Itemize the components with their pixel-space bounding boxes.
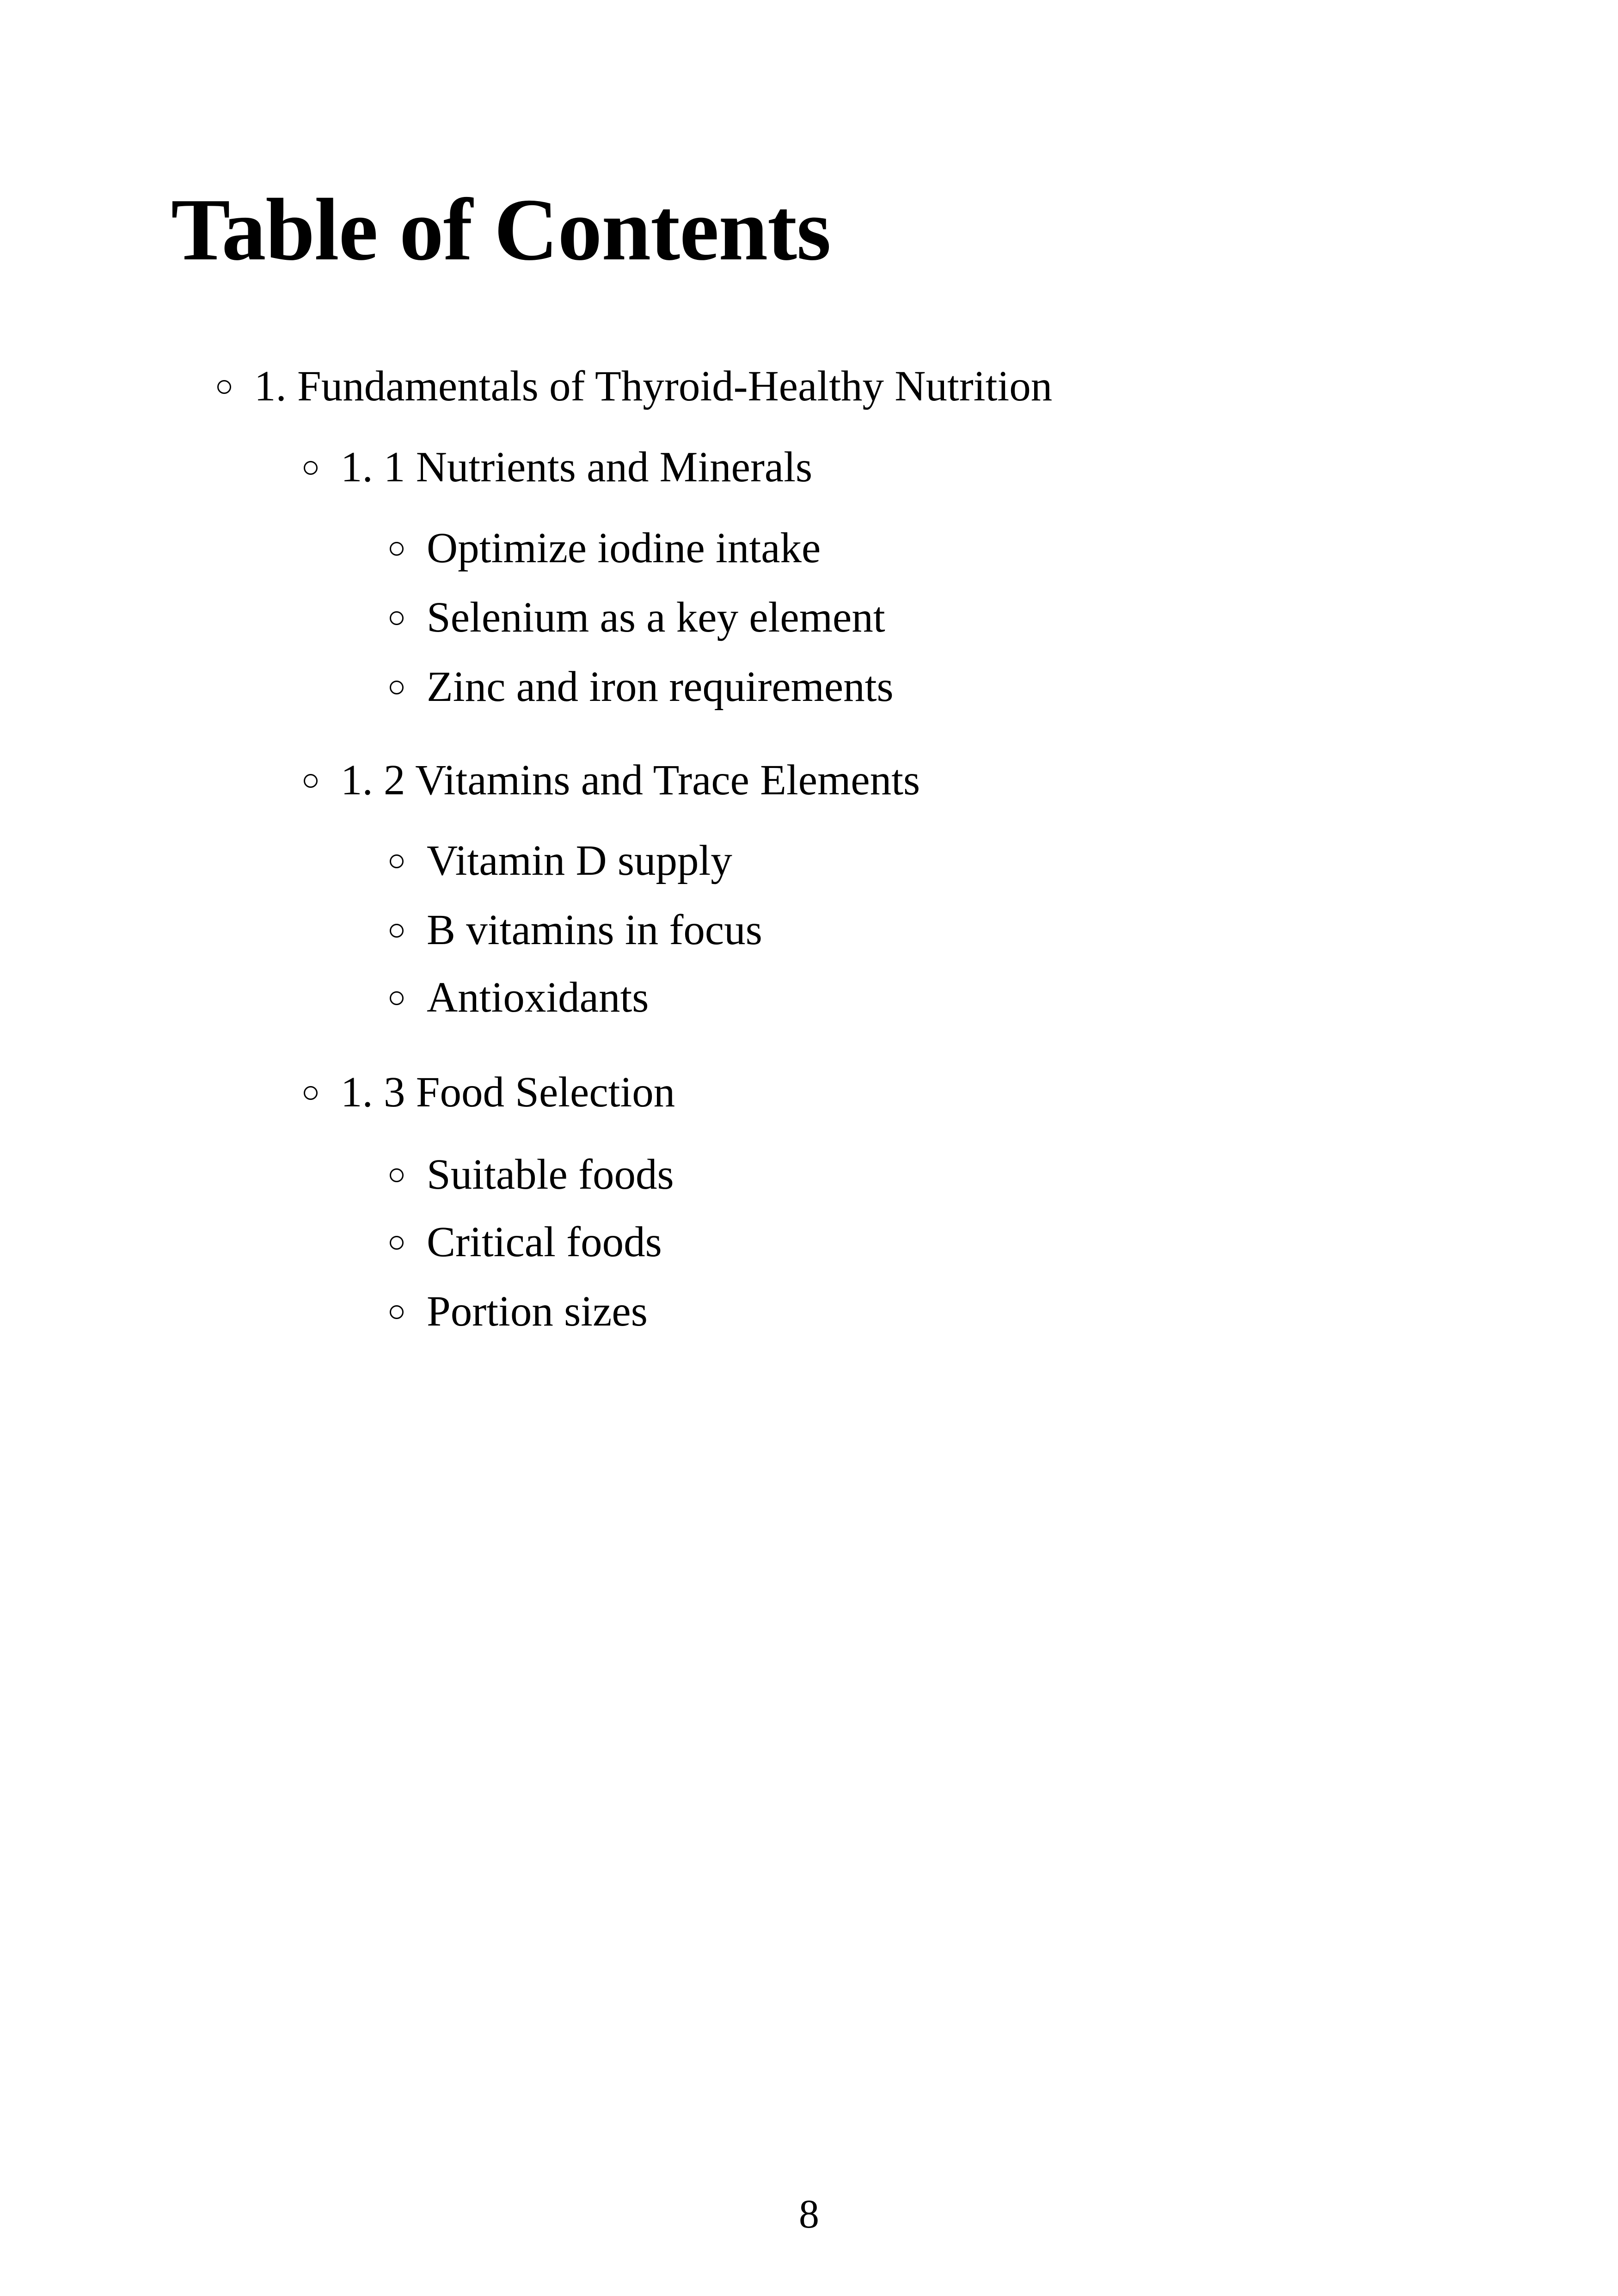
hollow-circle-icon bbox=[217, 380, 231, 394]
toc-item[interactable] bbox=[390, 1216, 662, 1268]
toc-item-label: Suitable foods bbox=[427, 1151, 674, 1198]
hollow-circle-icon bbox=[304, 1086, 318, 1100]
toc-section-1-1[interactable] bbox=[304, 442, 812, 493]
hollow-circle-icon bbox=[304, 461, 318, 475]
hollow-circle-icon bbox=[390, 991, 404, 1005]
hollow-circle-icon bbox=[390, 924, 404, 938]
page-title: Table of Contents bbox=[171, 180, 831, 279]
hollow-circle-icon bbox=[390, 681, 404, 694]
toc-item-label: Antioxidants bbox=[427, 974, 649, 1021]
toc-item-label: Selenium as a key element bbox=[427, 594, 885, 641]
toc-item-label: Optimize iodine intake bbox=[427, 524, 821, 572]
toc-item[interactable] bbox=[390, 904, 762, 956]
hollow-circle-icon bbox=[390, 611, 404, 625]
hollow-circle-icon bbox=[390, 542, 404, 556]
toc-item[interactable] bbox=[390, 972, 649, 1024]
toc-section-label: 1. 1 Nutrients and Minerals bbox=[341, 443, 813, 491]
hollow-circle-icon bbox=[390, 1305, 404, 1319]
toc-item-label: Portion sizes bbox=[427, 1288, 648, 1335]
toc-section-1-2[interactable] bbox=[304, 755, 920, 806]
toc-item[interactable] bbox=[390, 1286, 648, 1338]
toc-item[interactable] bbox=[390, 1149, 674, 1201]
toc-item-label: Critical foods bbox=[427, 1218, 662, 1266]
page-number: 8 bbox=[799, 2192, 819, 2237]
toc-chapter-1[interactable] bbox=[217, 361, 1052, 412]
hollow-circle-icon bbox=[304, 774, 318, 788]
toc-section-label: 1. 2 Vitamins and Trace Elements bbox=[341, 756, 920, 804]
toc-item[interactable] bbox=[390, 592, 885, 644]
toc-section-label: 1. 3 Food Selection bbox=[341, 1068, 675, 1116]
toc-item[interactable] bbox=[390, 661, 894, 713]
toc-item-label: Zinc and iron requirements bbox=[427, 663, 894, 711]
toc-section-1-3[interactable] bbox=[304, 1067, 675, 1118]
hollow-circle-icon bbox=[390, 854, 404, 868]
toc-chapter-label: 1. Fundamentals of Thyroid-Healthy Nutrition bbox=[254, 362, 1053, 410]
toc-item-label: B vitamins in focus bbox=[427, 906, 762, 954]
toc-item[interactable] bbox=[390, 835, 732, 887]
hollow-circle-icon bbox=[390, 1168, 404, 1182]
toc-item-label: Vitamin D supply bbox=[427, 837, 732, 884]
toc-item[interactable] bbox=[390, 522, 821, 574]
hollow-circle-icon bbox=[390, 1236, 404, 1250]
